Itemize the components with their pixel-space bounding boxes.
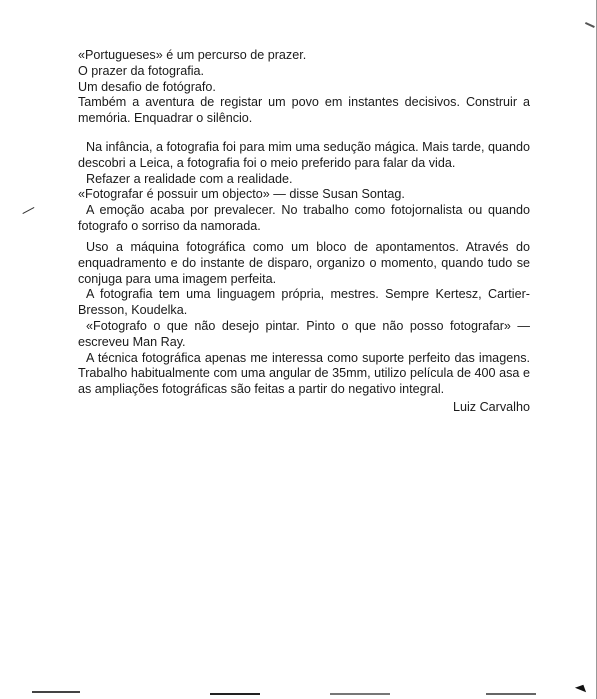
paragraph: Também a aventura de registar um povo em instantes decisivos. Construir a memória. Enquadrar o silêncio.: [78, 95, 530, 126]
paragraph: A emoção acaba por prevalecer. No trabalho como fotojornalista ou quando fotografo o sorriso da namorada.: [78, 203, 530, 233]
author-signature: Luiz Carvalho: [452, 400, 530, 414]
paragraph: «Fotografo o que não desejo pintar. Pinto o que não posso fotografar» — escreveu Man Ray.: [78, 318, 530, 349]
bottom-rule: [210, 693, 260, 695]
paragraph: A fotografia tem uma linguagem própria, mestres. Sempre Kertesz, Cartier-Bresson, Koudelka.: [78, 287, 530, 318]
paragraph: O prazer da fotografia.: [78, 63, 205, 78]
paragraph: «Fotografar é possuir um objecto» — disse Susan Sontag.: [78, 187, 405, 202]
bottom-rule: [330, 693, 390, 695]
paragraph: Refazer a realidade com a realidade.: [86, 171, 293, 186]
corner-arrow-icon: [575, 685, 586, 696]
paragraph: Uso a máquina fotográfica como um bloco de apontamentos. Através do enquadramento e do instante de disparo, organizo o momento, quando tudo se conjuga para uma imagem perfeita.: [78, 240, 530, 286]
text-block-childhood: [78, 140, 530, 235]
paragraph: «Portugueses» é um percurso de prazer.: [78, 48, 307, 62]
text-block-intro: [78, 48, 530, 127]
bottom-rule: [486, 693, 536, 695]
paragraph: A técnica fotográfica apenas me interessa como suporte perfeito das imagens. Trabalho habitualmente com uma angular de 35mm, utilizo película de 400 asa e as ampliações fotográficas são feitas a partir do negativo integral.: [78, 350, 530, 397]
paragraph: Na infância, a fotografia foi para mim uma sedução mágica. Mais tarde, quando descobri a Leica, a fotografia foi o meio preferido para falar da vida.: [78, 140, 530, 170]
text-block-technique: [78, 240, 530, 398]
scan-mark-left: [22, 207, 34, 214]
scan-mark-top-right: [585, 22, 595, 28]
paragraph: Um desafio de fotógrafo.: [78, 79, 216, 94]
bottom-rule: [32, 691, 80, 693]
